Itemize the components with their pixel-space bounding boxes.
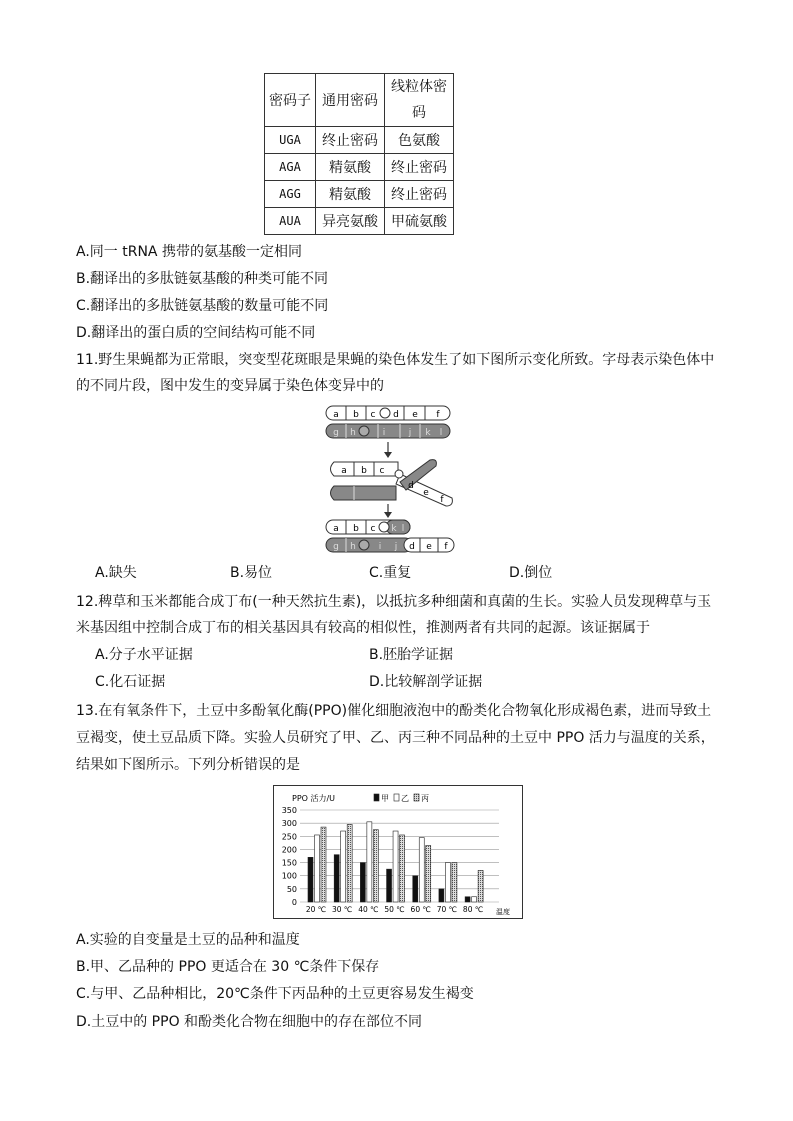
segment-label: f: [436, 410, 440, 420]
segment-label: b: [361, 466, 367, 476]
y-tick-label: 350: [281, 806, 297, 815]
universal-cell: 终止密码: [316, 127, 385, 154]
bar-甲: [413, 876, 418, 902]
segment-label: b: [353, 524, 359, 534]
q10-option-b: B.翻译出的多肽链氨基酸的种类可能不同: [76, 271, 329, 287]
bar-乙: [445, 863, 450, 902]
q10-option-a: A.同一 tRNA 携带的氨基酸一定相同: [76, 244, 302, 260]
q13-option-d: D.土豆中的 PPO 和酚类化合物在细胞中的存在部位不同: [76, 1014, 423, 1030]
y-tick-label: 200: [281, 845, 297, 855]
mito-cell: 终止密码: [385, 154, 454, 181]
x-tick-label: 40 ℃: [358, 905, 379, 914]
y-tick-label: 150: [281, 858, 297, 868]
x-tick-label: 30 ℃: [332, 905, 353, 914]
bar-乙: [315, 835, 320, 902]
segment-label: h: [350, 428, 356, 438]
q10-option-d: D.翻译出的蛋白质的空间结构可能不同: [76, 325, 316, 341]
segment-label: j: [408, 428, 412, 438]
centromere: [359, 540, 369, 550]
segment-label: c: [370, 524, 376, 534]
q12-stem-line2: 米基因组中控制合成丁布的相关基因具有较高的相似性，推测两者有共同的起源。该证据属于: [76, 620, 650, 636]
x-tick-label: 50 ℃: [384, 905, 405, 914]
bar-丙: [400, 835, 405, 902]
chromosome-pair-after: [326, 520, 454, 552]
q13-option-c: C.与甲、乙品种相比，20℃条件下丙品种的土豆更容易发生褐变: [76, 986, 474, 1002]
segment-label: a: [333, 524, 339, 534]
segment-label: f: [444, 542, 448, 552]
bar-甲: [308, 857, 313, 902]
segment-label: b: [353, 410, 359, 420]
table-row: [265, 181, 454, 208]
mito-cell: 甲硫氨酸: [385, 208, 454, 235]
q11-option-b: B.易位: [230, 565, 273, 581]
codon-table: [264, 73, 454, 235]
legend-label: 乙: [401, 794, 409, 803]
header-codon: 密码子: [265, 74, 316, 127]
x-tick-label: 70 ℃: [436, 905, 458, 914]
segment-label: d: [409, 542, 415, 552]
y-axis-label: PPO 活力/U: [292, 794, 336, 803]
segment-label: a: [341, 466, 347, 476]
centromere: [380, 408, 390, 418]
y-tick-label: 0: [291, 898, 297, 907]
bar-甲: [360, 863, 365, 902]
x-tick-label: 80 ℃: [462, 905, 484, 914]
chromosome-bottom: [326, 424, 450, 438]
ppo-activity-chart: [273, 785, 523, 919]
segment-label: e: [426, 542, 432, 552]
legend-label: 甲: [381, 794, 389, 803]
bar-丙: [321, 827, 326, 902]
table-row: [265, 208, 454, 235]
segment-label: i: [378, 542, 382, 552]
segment-label: c: [379, 466, 385, 476]
q12-stem-line1: 12.稗草和玉米都能合成丁布(一种天然抗生素)，以抵抗多种细菌和真菌的生长。实验人员发现稗草与玉: [76, 594, 712, 610]
y-tick-label: 50: [286, 884, 297, 894]
segment-label: g: [333, 428, 339, 438]
x-axis-label: 温度: [496, 908, 510, 916]
header-universal: 通用密码: [316, 74, 385, 127]
centromere: [359, 426, 369, 436]
chromosome-pair-before: [326, 406, 450, 438]
q11-option-d: D.倒位: [509, 565, 553, 581]
x-tick-label: 60 ℃: [410, 905, 431, 914]
legend-swatch: [394, 794, 399, 801]
segment-label: c: [370, 410, 376, 420]
q13-stem-line2: 豆褐变，使土豆品质下降。实验人员研究了甲、乙、丙三种不同品种的土豆中 PPO 活力与温度的关系，: [76, 730, 715, 746]
y-tick-label: 100: [281, 871, 297, 881]
legend-swatch: [374, 794, 379, 801]
q11-option-c: C.重复: [369, 565, 412, 581]
bar-甲: [439, 889, 444, 902]
table-row: [265, 127, 454, 154]
chromosome-pair-crossing: [331, 460, 453, 506]
q11-option-a: A.缺失: [95, 565, 137, 581]
centromere: [395, 470, 403, 478]
chart-svg: [274, 786, 522, 918]
bar-丙: [426, 845, 431, 902]
segment-label: k: [391, 524, 397, 534]
legend-label: 丙: [421, 794, 429, 803]
universal-cell: 精氨酸: [316, 181, 385, 208]
segment-label: f: [440, 495, 444, 505]
universal-cell: 异亮氨酸: [316, 208, 385, 235]
segment-label: k: [425, 428, 431, 438]
segment-label: d: [393, 410, 399, 420]
mito-cell: 终止密码: [385, 181, 454, 208]
bar-甲: [465, 897, 470, 902]
bar-丙: [452, 863, 457, 902]
q12-option-c: C.化石证据: [95, 674, 166, 690]
segment-label: g: [333, 542, 339, 552]
bar-乙: [419, 838, 424, 902]
bar-甲: [387, 869, 392, 902]
bar-甲: [334, 855, 339, 902]
bar-丙: [373, 830, 378, 902]
segment-label: e: [412, 410, 418, 420]
codon-cell: UGA: [265, 127, 316, 154]
q10-option-c: C.翻译出的多肽链氨基酸的数量可能不同: [76, 298, 329, 314]
bar-乙: [341, 831, 346, 902]
q11-stem-line2: 的不同片段，图中发生的变异属于染色体变异中的: [76, 378, 384, 394]
bar-丙: [478, 870, 483, 902]
q12-option-a: A.分子水平证据: [95, 647, 193, 663]
codon-table-header: [265, 74, 454, 127]
y-tick-label: 300: [281, 819, 297, 829]
codon-cell: AGA: [265, 154, 316, 181]
codon-cell: AUA: [265, 208, 316, 235]
segment-label: i: [382, 428, 386, 438]
chromosome-translocation-figure: [320, 402, 460, 554]
bar-乙: [367, 822, 372, 902]
q13-option-a: A.实验的自变量是土豆的品种和温度: [76, 932, 300, 948]
table-row: [265, 154, 454, 181]
legend-swatch: [414, 794, 419, 801]
header-mito: 线粒体密码: [385, 74, 454, 127]
q13-stem-line1: 13.在有氧条件下，土豆中多酚氧化酶(PPO)催化细胞液泡中的酚类化合物氧化形成褐色素，进而导致土: [76, 703, 712, 719]
q12-option-b: B.胚胎学证据: [369, 647, 454, 663]
arrow-down-icon: [384, 504, 392, 518]
bar-乙: [472, 897, 477, 902]
segment-label: l: [439, 428, 443, 438]
segment-label: d: [408, 481, 414, 491]
bar-丙: [347, 824, 352, 902]
chart-legend: [374, 794, 429, 803]
segment-label: h: [350, 542, 356, 552]
y-tick-label: 250: [281, 832, 297, 842]
arrow-down-icon: [384, 442, 392, 458]
x-tick-label: 20 ℃: [305, 905, 327, 914]
segment-label: l: [401, 524, 405, 534]
q13-stem-line3: 结果如下图所示。下列分析错误的是: [76, 757, 300, 773]
codon-cell: AGG: [265, 181, 316, 208]
q12-option-d: D.比较解剖学证据: [369, 674, 483, 690]
segment-label: j: [394, 542, 398, 552]
mito-cell: 色氨酸: [385, 127, 454, 154]
centromere: [379, 522, 389, 532]
q13-option-b: B.甲、乙品种的 PPO 更适合在 30 ℃条件下保存: [76, 959, 380, 975]
universal-cell: 精氨酸: [316, 154, 385, 181]
segment-label: e: [423, 488, 429, 498]
segment-label: a: [333, 410, 339, 420]
q11-stem-line1: 11.野生果蝇都为正常眼，突变型花斑眼是果蝇的染色体发生了如下图所示变化所致。字母表示染色体中: [76, 352, 715, 368]
bar-乙: [393, 831, 398, 902]
